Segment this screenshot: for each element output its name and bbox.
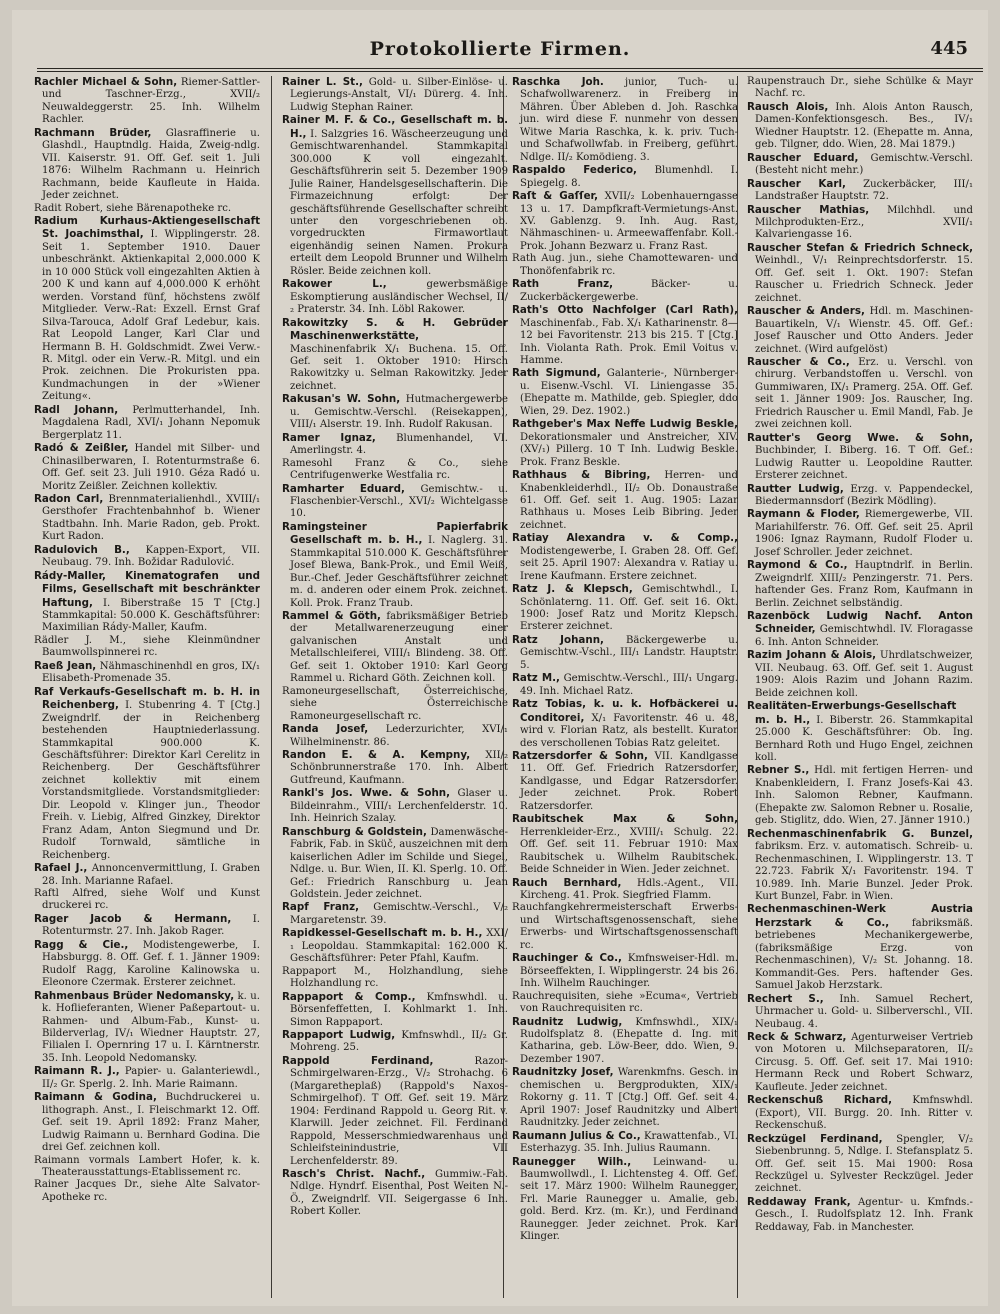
column-2	[282, 76, 508, 1298]
firm-details: Papier- u. Galanteriewdl., II/₂ Gr. Sperlg. 2. Inh. Marie Raimann.	[42, 1066, 260, 1090]
directory-entry	[34, 1179, 260, 1204]
directory-entry	[747, 204, 973, 242]
directory-entry	[282, 76, 508, 114]
directory-entry	[747, 508, 973, 559]
firm-details: Buchbinder, I. Biberg. 16. T Off. Gef.: Ludwig Rautter u. Leopoldine Rautter. Ersterer zeichnet.	[755, 445, 973, 482]
firm-name: Rauscher Stefan & Friedrich Schneck,	[747, 241, 973, 254]
directory-entry	[282, 723, 508, 749]
firm-details: I. Biberstr. 26. Stammkapital 25.000 K. Geschäftsführer: Ob. Ing. Bernhard Roth und Hugo Engel, zeichnen koll.	[755, 714, 973, 764]
firm-name: Reddaway Frank,	[747, 1195, 851, 1208]
firm-name: Radulovich B.,	[34, 543, 130, 556]
firm-name: Ratz Johann,	[512, 633, 604, 646]
directory-entry	[747, 903, 973, 992]
firm-details: I. Biberstraße 15 T [Ctg.] Stammkapital: 50.000 K. Geschäftsführer: Maximilian Rády-Maller, Kaufm.	[42, 597, 260, 634]
directory-entry	[747, 1133, 973, 1196]
firm-details: I. Stubenring 4. T [Ctg.] Zweigndrlf. der in Reichenberg bestehenden Hauptniederlassung. Stammkapital 900.000 K. Geschäftsführer: Direktor Karl Cerelitz in Reichenberg. Der Geschäftsführer zeichnet kollektiv mit einem Vorstandsmitgliede. Vorstandsmitglieder: Dir. Leopold v. Klinger jun., Theodor Freih. v. Liebig, Alfred Ginzkey, Direktor Franz Adam, Anton Siegmund und Dr. Rudolf Tornwald, sämtliche in Reichenberg.	[42, 700, 260, 861]
firm-details: fabriksm. Erz. v. automatisch. Schreib- u. Rechenmaschinen, I. Wipplingerstr. 13. T 22.723. Fabrik X/₁ Favoritenstr. 194. T 10.989. Inh. Marie Bunzel. Jeder Prok. Kurt Bunzel, Fabr. in Wien.	[755, 841, 973, 902]
firm-details: Handel mit Silber- und Chinasilberwaren, I. Rotenturmstraße 6. Off. Gef. seit 23. Juli 1910. Géza Radó u. Moritz Zeißler. Zeichnen kollektiv.	[42, 443, 260, 492]
firm-details: Gemischtwhdl. IV. Floragasse 6. Inh. Anton Schneider.	[755, 624, 973, 648]
directory-entry	[747, 764, 973, 827]
firm-details: Kmfnsweiser-Hdl. m. Börseeffekten, I. Wipplingerstr. 24 bis 26. Inh. Wilhelm Rauchinger.	[520, 953, 738, 990]
firm-name: Radon Carl,	[34, 492, 104, 505]
firm-name: Rauscher & Co.,	[747, 355, 850, 368]
directory-entry	[512, 877, 738, 903]
firm-details: Brennmaterialienhdl., XVIII/₁ Gersthofer Frachtenbahnhof b. Wiener Stadtbahn. Inh. Marie Radon, geb. Prokt. Kurt Radon.	[42, 493, 260, 543]
firm-details: Rath Aug. jun., siehe Chamottewaren- und Thonöfenfabrik rc.	[512, 253, 738, 277]
directory-entry	[34, 203, 260, 215]
firm-name: Radium Kurhaus-Aktiengesellschaft St. Joachimsthal,	[34, 214, 260, 241]
firm-name: Rebner S.,	[747, 764, 810, 777]
firm-name: Rapidkessel-Gesellschaft m. b. H.,	[282, 927, 483, 940]
directory-entry	[34, 215, 260, 404]
firm-details: gewerbsmäßige Eskomptierung ausländischer Wechsel, II/₂ Praterstr. 34. Inh. Löbl Rakower.	[290, 279, 508, 316]
firm-name: Rauscher & Anders,	[747, 305, 865, 318]
directory-entry	[34, 570, 260, 635]
firm-details: Gemischtw.-Verschl., V/₂ Margaretenstr. 39.	[290, 902, 508, 926]
directory-entry	[512, 1130, 738, 1156]
firm-details: Kmfnswhdl., XIX/₁ Rudolfsplatz 8. (Ehepatte d. Ing. mit Katharina, geb. Löw-Beer, ddo. Wien, 9. Dezember 1907.	[520, 1016, 738, 1065]
firm-name: Ramer Ignaz,	[282, 431, 376, 444]
directory-entry	[747, 178, 973, 204]
firm-name: Reck & Schwarz,	[747, 1030, 847, 1043]
directory-entry	[512, 190, 738, 253]
firm-details: Nähmaschinenhdl en gros, IX/₁ Elisabeth-Promenade 35.	[42, 660, 260, 685]
directory-entry	[512, 164, 738, 190]
firm-name: Randa Josef,	[282, 723, 369, 736]
book-page	[12, 10, 988, 1306]
firm-details: Warenkmfns. Gesch. in chemischen u. Bergprodukten, XIX/₁ Rokorny g. 11. T [Ctg.] Off. Gef. seit 4. April 1907: Josef Raudnitzky und Albert Raudnitzky. Jeder zeichnet.	[520, 1067, 738, 1129]
firm-name: Rády-Maller, Kinematografen und Films, Gesellschaft mit beschränkter Haftung,	[34, 569, 260, 609]
directory-entry	[282, 483, 508, 521]
firm-name: Rachler Michael & Sohn,	[34, 76, 178, 88]
firm-details: Gemischtw.- u. Flaschenbier-Verschl., XVI/₂ Wichtelgasse 10.	[290, 483, 508, 520]
directory-entry	[747, 305, 973, 356]
firm-name: Rathgeber's Max Neffe Ludwig Beskle,	[512, 418, 738, 431]
directory-entry	[282, 1055, 508, 1168]
firm-details: Lederzurichter, XVI/₁ Wilhelminenstr. 86.	[290, 724, 508, 748]
directory-entry	[34, 888, 260, 913]
firm-name: Randon E. & A. Kempny,	[282, 749, 471, 762]
header-rule-secondary	[37, 71, 983, 72]
directory-entry	[747, 700, 973, 764]
firm-name: Rakowitzky S. & H. Gebrüder Maschinenwerkstätte,	[282, 316, 508, 343]
directory-entry	[512, 1156, 738, 1244]
directory-entry	[282, 1168, 508, 1219]
firm-name: Rauch Bernhard,	[512, 876, 622, 889]
firm-details: Modistengewerbe, I. Habsburgg. 8. Off. Gef. f. 1. Jänner 1909: Rudolf Ragg, Karoline Kalinowska u. Eleonore Czermak. Ersterer zeichnet.	[42, 939, 260, 989]
firm-details: Hutmachergewerbe u. Gemischtw.-Verschl. (Reisekappen), VIII/₁ Alserstr. 19. Inh. Rudolf Rakusan.	[290, 394, 508, 431]
running-title: Protokollierte Firmen.	[369, 38, 631, 60]
directory-entry	[34, 404, 260, 442]
firm-details: Rauchrequisiten, siehe »Ecuma«, Vertrieb von Rauchrequisiten rc.	[512, 990, 738, 1015]
column-divider	[271, 76, 272, 1298]
firm-details: Radit Robert, siehe Bärenapotheke rc.	[34, 202, 232, 214]
firm-details: k. u. k. Hoflieferanten, Wiener Paßepartout- u. Rahmen- und Album-Fab., Kunst- u. Bilderverlag, IV/₁ Wiedner Hauptstr. 27, Filialen I. Opernring 17 u. I. Kärntnerstr. 35. Inh. Leopold Nedomansky.	[42, 990, 260, 1064]
firm-name: Rapf Franz,	[282, 901, 360, 914]
firm-name: Ratiay Alexandra v. & Comp.,	[512, 532, 738, 545]
firm-details: Herrenkleider-Erz., XVIII/₁ Schulg. 22. Off. Gef. seit 11. Februar 1910: Max Raubitschek u. Wilhelm Raubitschek. Beide Schneider in Wien. Jeder zeichnet.	[520, 826, 738, 876]
firm-name: Ranschburg & Goldstein,	[282, 825, 427, 838]
directory-entry	[34, 862, 260, 888]
firm-details: Rainer Jacques Dr., siehe Alte Salvator-Apotheke rc.	[34, 1179, 260, 1203]
firm-name: Radl Johann,	[34, 403, 119, 416]
firm-details: Glaser u. Bildeinrahm., VIII/₁ Lerchenfelderstr. 10. Inh. Heinrich Szalay.	[290, 788, 508, 825]
firm-name: Rammel & Göth,	[282, 610, 381, 623]
firm-details: Annoncenvermittlung, I. Graben 28. Inh. Marianne Rafael.	[42, 863, 260, 887]
directory-entry	[747, 828, 973, 904]
firm-details: fabriksmäßiger Betrieb der Metallwarenerzeugung einer galvanischen Anstalt und Metallschleiferei, VIII/₁ Blindeng. 38. Off. Gef. seit 1. Oktober 1910: Karl Georg Rammel u. Richard Göth. Zeichnen koll.	[290, 611, 508, 685]
firm-details: Kmfnswhdl., II/₂ Gr. Mohreng. 25.	[290, 1029, 508, 1054]
firm-details: Maschinenfab., Fab. X/₁ Katharinenstr. 8—12 bei Favoritenstr. 213 bis 215. T [Ctg.] Inh. Violanta Rath. Prok. Emil Voitus v. Hamme.	[520, 317, 738, 366]
firm-details: Rauchfangkehrermeisterschaft Erwerbs- und Wirtschaftsgenossenschaft, siehe Erwerbs- und Wirtschaftsgenossenschaft rc.	[512, 902, 738, 951]
firm-details: XVII/₂ Lobenhauerngasse 13 u. 17. Dampfkraft-Vermietungs-Anst. XV. Gablenzg. 9. Inh. Aug. Rast, Nähmaschinen- u. Armeewaffenfabr. Koll.-Prok. Johann Bezwarz u. Franz Rast.	[520, 191, 738, 252]
firm-name: Reckenschuß Richard,	[747, 1094, 893, 1107]
firm-name: Ratzersdorfer & Sohn,	[512, 750, 648, 763]
firm-name: Rankl's Jos. Wwe. & Sohn,	[282, 787, 451, 800]
directory-entry	[282, 458, 508, 483]
firm-details: XXI/₁ Leopoldau. Stammkapital: 162.000 K. Geschäftsführer: Peter Pfahl, Kaufm.	[290, 928, 508, 965]
directory-entry	[747, 1196, 973, 1234]
firm-details: Blumenhdl. I. Spiegelg. 8.	[520, 165, 738, 189]
directory-entry	[512, 1016, 738, 1067]
directory-entry	[282, 991, 508, 1029]
firm-name: Razenböck Ludwig Nachf. Anton Schneider,	[747, 610, 973, 636]
directory-entry	[34, 913, 260, 939]
directory-entry	[512, 952, 738, 990]
firm-details: Gold- u. Silber-Einlöse- u. Legierungs-Anstalt, VI/₁ Dürerg. 4. Inh. Ludwig Stephan Rainer.	[290, 77, 508, 113]
firm-details: Damenwäsche-Fabrik, Fab. in Sküč, auszeichnen mit dem kaiserlichen Adler im Schilde und Siegel, Ndlge. u. Bur. Wien, II. Kl. Sperlg. 10. Off. Gef.: Friedrich Ranschburg u. Jean Goldstein. Jeder zeichnet.	[290, 826, 508, 900]
firm-name: Rautter's Georg Wwe. & Sohn,	[747, 431, 973, 444]
firm-name: Rainer M. F. & Co., Gesellschaft m. b. H.,	[282, 114, 508, 140]
firm-details: I. Rotenturmstr. 27. Inh. Jakob Rager.	[42, 913, 260, 938]
firm-details: Weinhdl., V/₁ Reinprechtsdorferstr. 15. Off. Gef. seit 1. Okt. 1907: Stefan Rauscher u. Friedrich Schneck. Jeder zeichnet.	[755, 255, 973, 304]
directory-entry	[282, 393, 508, 431]
directory-entry	[282, 610, 508, 686]
directory-entry	[512, 583, 738, 634]
firm-details: Hauptndrlf. in Berlin. Zweigndrlf. XIII/₂ Penzingerstr. 71. Pers. haftender Ges. Franz Rom, Kaufmann in Berlin. Zeichnet selbständig.	[755, 560, 973, 609]
firm-details: Riemer-Sattler- und Taschner-Erzg., XVII/₂ Neuwaldeggerstr. 25. Inh. Wilhelm Rachler.	[42, 77, 260, 126]
firm-name: Rappaport & Comp.,	[282, 990, 416, 1003]
directory-entry	[282, 901, 508, 927]
firm-details: Glasraffinerie u. Glashdl., Hauptndlg. Haida, Zweig-ndlg. VII. Kaiserstr. 91. Off. Gef. seit 1. Juli 1876: Wilhelm Rachmann u. Heinrich Rachmann, beide Kaufleute in Haida. Jeder zeichnet.	[42, 127, 260, 202]
directory-entry	[34, 76, 260, 127]
directory-entry	[512, 1066, 738, 1129]
firm-details: Agenturweiser Vertrieb von Motoren u. Milchseparatoren, II/₂ Circusg. 5. Off. Gef. seit 17. Mai 1910: Hermann Reck und Robert Schwarz, Kaufleute. Jeder zeichnet.	[755, 1031, 973, 1093]
directory-entry	[747, 1094, 973, 1132]
firm-details: I. Salzgries 16. Wäscheerzeugung und Gemischtwarenhandel. Stammkapital 300.000 K voll eingezahlt. Geschäftsführerin seit 5. Dezember 1909 Julie Rainer, Handelsgesellschafterin. Die Firmazeichnung erfolgt: Der geschäftsführende Gesellschafter schreibt unter den vorgeschriebenen ob. vorgedruckten Firmawortlaut eigenhändig seinen Namen. Prokura erteilt dem Leopold Brunner und Wilhelm Rösler. Beide zeichnen koll.	[290, 128, 508, 277]
firm-name: Rahmenbaus Brüder Nedomansky,	[34, 989, 235, 1002]
firm-name: Rechenmaschinen-Werk Austria Herzstark & Co.,	[747, 903, 973, 929]
firm-details: VII. Kandlgasse 11. Off. Gef. Friedrich Ratzersdorfer, Kandlgasse, und Edgar Ratzersdorfer. Jeder zeichnet. Prok. Robert Ratzersdorfer.	[520, 751, 738, 812]
directory-entry	[282, 749, 508, 787]
firm-details: I. Naglerg. 31. Stammkapital 510.000 K. Geschäftsführer Josef Blewa, Bank-Prok., und Emil Weiß, Bur.-Chef. Jeder Geschäftsführer zeichnet m. d. anderen oder einem Prok. zeichnet. Koll. Prok. Franz Traub.	[290, 535, 508, 609]
directory-entry	[512, 672, 738, 698]
directory-entry	[512, 902, 738, 952]
directory-entry	[747, 1031, 973, 1094]
firm-details: Hdls.-Agent., VII. Kircheng. 41. Prok. Siegfried Flamm.	[520, 877, 738, 901]
directory-entry	[747, 356, 973, 432]
directory-entry	[512, 418, 738, 469]
directory-entry	[512, 253, 738, 278]
firm-name: Raſt & Gaſſer,	[512, 190, 599, 203]
page-number: 445	[930, 38, 968, 59]
directory-entry	[282, 432, 508, 458]
firm-details: Bäcker- u. Zuckerbäckergewerbe.	[520, 279, 738, 303]
directory-entry	[282, 966, 508, 991]
firm-name: Rautter Ludwig,	[747, 482, 844, 495]
firm-name: Reckzügel Ferdinand,	[747, 1132, 883, 1145]
firm-name: Rath Sigmund,	[512, 367, 601, 380]
firm-name: Rachmann Brüder,	[34, 126, 152, 139]
firm-name: Ratz J. & Klepsch,	[512, 583, 633, 596]
firm-name: Raf Verkaufs-Gesellschaft m. b. H. in Reichenberg,	[34, 685, 260, 712]
directory-entry	[34, 127, 260, 203]
firm-name: Raumann Julius & Co.,	[512, 1129, 641, 1142]
header-rule	[37, 68, 983, 69]
firm-name: Rauscher Karl,	[747, 177, 846, 190]
directory-entry	[34, 1065, 260, 1091]
firm-details: Raupenstrauch Dr., siehe Schülke & Mayr Nachf. rc.	[747, 76, 973, 100]
firm-details: Gummiw.-Fab. Ndlge. Hyndrf. Eisenthal, Post Weiten N.-Ö., Zweigndrlf. VII. Seigergasse 6 Inh. Robert Koller.	[290, 1168, 508, 1218]
column-4	[747, 76, 973, 1298]
directory-entry	[747, 101, 973, 152]
firm-name: Rakusan's W. Sohn,	[282, 393, 401, 406]
firm-details: Ramoneurgesellschaft, Österreichische, siehe Österreichische Ramoneurgesellschaft rc.	[282, 685, 508, 722]
firm-name: Rauscher Mathias,	[747, 203, 870, 216]
directory-entry	[512, 634, 738, 672]
firm-details: Dekorationsmaler und Anstreicher, XIV. (XV/₁) Pillerg. 10 T Inh. Ludwig Beskle. Prok. Franz Beskle.	[520, 431, 738, 468]
firm-name: Rathhaus & Bibring,	[512, 469, 651, 482]
firm-name: Rager Jacob & Hermann,	[34, 912, 232, 925]
directory-entry	[512, 304, 738, 367]
firm-name: Raimann R. J.,	[34, 1065, 120, 1078]
directory-entry	[747, 649, 973, 700]
column-3	[512, 76, 738, 1298]
firm-details: Uhrdlatschweizer, VII. Neubaug. 63. Off. Gef. seit 1. August 1909: Alois Razim und Johann Razim. Beide zeichnen koll.	[755, 650, 973, 699]
firm-details: I. Wipplingerstr. 28. Seit 1. September 1910. Dauer unbeschränkt. Aktienkapital 2,000.000 K in 10 000 Stück voll eingezahlten Aktien à 200 K und kann auf 4,000.000 K erhöht werden. Vorstand fünf, höchstens zwölf Mitglieder. Verw.-Rat: Exzell. Ernst Graf Silva-Tarouca, Adolf Graf Ledebur, kais. Rat Leopold Langer, Karl Clar und Hermann B. H. Goldschmidt. Zwei Verw.-R. Mitgl. oder ein Verw.-R. Mitgl. und ein Prok. zeichnen. Die Prokuristen ppa. Kundmachungen in der »Wiener Zeitung«.	[42, 229, 260, 403]
firm-name: Raeß Jean,	[34, 659, 97, 672]
firm-details: Kappen-Export, VII. Neubaug. 79. Inh. Božidar Radulović.	[42, 544, 260, 569]
firm-name: Rath Franz,	[512, 278, 614, 291]
firm-details: Modistengewerbe, I. Graben 28. Off. Gef. seit 25. April 1907: Alexandra v. Ratiay u. Irene Kaufmann. Erstere zeichnet.	[520, 545, 738, 582]
firm-name: Raimann & Godina,	[34, 1091, 157, 1104]
firm-name: Raunegger Wilh.,	[512, 1155, 632, 1168]
directory-entry	[747, 483, 973, 509]
firm-name: Rappold Ferdinand,	[282, 1054, 434, 1067]
directory-entry	[34, 990, 260, 1066]
directory-entry	[282, 826, 508, 902]
firm-name: Rakower L.,	[282, 278, 387, 291]
firm-details: Rädler J. M., siehe Kleinmündner Baumwollspinnerei rc.	[34, 634, 260, 659]
column-1	[34, 76, 260, 1298]
firm-details: Rappaport M., Holzhandlung, siehe Holzhandlung rc.	[282, 965, 508, 990]
firm-name: Raspaldo Federico,	[512, 164, 637, 177]
firm-details: Erzg. v. Pappendeckel, Biedermannsdorf (Bezirk Mödling).	[755, 483, 973, 507]
directory-entry	[34, 544, 260, 570]
directory-entry	[282, 317, 508, 394]
firm-details: Gemischtw.-Verschl. (Besteht nicht mehr.)	[755, 152, 973, 177]
firm-name: Raymond & Co.,	[747, 559, 848, 572]
directory-entry	[512, 76, 738, 164]
firm-details: Hdl. m. Maschinen-Bauartikeln, V/₁ Wienstr. 45. Off. Gef.: Josef Rauscher und Otto Anders. Jeder zeichnet. (Wird aufgelöst)	[755, 306, 973, 355]
firm-name: Razim Johann & Alois,	[747, 649, 877, 662]
firm-details: Erz. u. Verschl. von chirurg. Verbandstoffen u. Verschl. von Gummiwaren, IX/₁ Pramerg. 25A. Off. Gef. seit 1. Jänner 1909: Jos. Rauscher, Ing. Friedrich Rauscher u. Emil Mandl, Fab. Je zwei zeichnen koll.	[755, 356, 973, 431]
firm-name: Raudnitz Ludwig,	[512, 1015, 623, 1028]
directory-entry	[512, 991, 738, 1016]
firm-details: junior, Tuch- u. Schafwollwarenerz. in Freiberg in Mähren. Über Ableben d. Joh. Raschka jun. wird diese F. nunmehr von dessen Witwe Maria Raschka, k. k. priv. Tuch- und Schafwollwfab. in Freiberg, geführt. Ndlge. II/₂ Komödieng. 3.	[520, 77, 738, 163]
firm-details: XII/₂ Schönbrunnerstraße 170. Inh. Albert Gutfreund, Kaufmann.	[290, 750, 508, 786]
firm-name: Rappaport Ludwig,	[282, 1028, 396, 1041]
firm-details: Leinwand- u. Baumwollwdl., I. Lichtensteg 4. Off. Gef. seit 17. März 1900: Wilhelm Raunegger, Frl. Marie Raunegger u. Amalie, geb. gold. Berd. Krz. (m. Kr.), und Ferdinand Raunegger. Jeder zeichnet. Prok. Karl Klinger.	[520, 1156, 738, 1243]
directory-entry	[512, 750, 738, 813]
directory-entry	[282, 787, 508, 825]
firm-name: Rechenmaschinenfabrik G. Bunzel,	[747, 827, 973, 840]
directory-entry	[512, 698, 738, 750]
directory-entry	[282, 114, 508, 278]
firm-details: Razor-Schmirgelwaren-Erzg., V/₂ Strohachg. 6 (Margaretheplaß) (Rappold's Naxos-Schmirgelhof). T Off. Gef. seit 19. März 1904: Ferdinand Rappold u. Georg Rit. v. Klarwill. Jeder zeichnet. Fil. Ferdinand Rappold, Messerschmiedwarenhaus und Schleifsteinindustrie, VII Lerchenfelderstr. 89.	[290, 1055, 508, 1167]
firm-details: Buchdruckerei u. lithograph. Anst., I. Fleischmarkt 12. Off. Gef. seit 19. April 1892: Franz Maher, Ludwig Raimann u. Bernhard Godina. Die drei Gef. zeichnen koll.	[42, 1092, 260, 1154]
firm-name: Rafael J.,	[34, 862, 88, 875]
directory-entry	[34, 686, 260, 862]
firm-details: Ramesohl Franz & Co., siehe Centrifugenwerke Westfalia rc.	[282, 457, 508, 482]
directory-entry	[747, 432, 973, 483]
firm-details: Agentur- u. Kmfnds.-Gesch., I. Rudolfsplatz 12. Inh. Frank Reddaway, Fab. in Manchester.	[755, 1196, 973, 1233]
firm-details: Krawattenfab., VI. Esterhazyg. 35. Inh. Julius Raumann.	[520, 1130, 738, 1155]
firm-name: Raubitschek Max & Sohn,	[512, 813, 738, 826]
firm-details: Perlmutterhandel, Inh. Magdalena Radl, XVI/₁ Johann Nepomuk Bergerplatz 11.	[42, 404, 260, 441]
firm-name: Radó & Zeißler,	[34, 442, 129, 455]
firm-details: Raimann vormals Lambert Hofer, k. k. Theaterausstattungs-Etablissement rc.	[34, 1154, 260, 1178]
firm-name: Rainer L. St.,	[282, 76, 363, 88]
firm-name: Rasch's Christ. Nachf.,	[282, 1167, 426, 1180]
firm-details: Bäckergewerbe u. Gemischtw.-Vschl., III/₁ Landstr. Hauptstr. 5.	[520, 634, 738, 671]
directory-entry	[34, 660, 260, 686]
directory-entry	[747, 152, 973, 178]
directory-entry	[282, 278, 508, 316]
directory-entry	[512, 367, 738, 418]
firm-name: Ratz M.,	[512, 672, 560, 685]
directory-entry	[512, 532, 738, 583]
firm-name: Rath's Otto Nachfolger (Carl Rath),	[512, 304, 738, 317]
directory-entry	[512, 469, 738, 532]
firm-details: Kmfnswhdl. (Export), VII. Burgg. 20. Inh. Ritter v. Reckenschuß.	[755, 1095, 973, 1132]
directory-entry	[747, 993, 973, 1031]
firm-details: Milchhdl. und Milchprodukten-Erz., XVII/₁ Kalvariengasse 16.	[755, 204, 973, 241]
directory-entry	[512, 813, 738, 876]
firm-name: Ramharter Eduard,	[282, 482, 405, 495]
directory-entry	[34, 1091, 260, 1154]
page-header	[12, 38, 988, 68]
firm-name: Rechert S.,	[747, 992, 824, 1005]
firm-details: Herren- und Knabenkleiderhdl., II/₂ Ob. Donaustraße 61. Off. Gef. seit 1. Aug. 1905: Lazar Rathhaus u. Moses Leib Bibring. Jeder zeichnet.	[520, 470, 738, 531]
firm-details: X/₁ Favoritenstr. 46 u. 48, wird v. Florian Ratz, als bestellt. Kurator des verschollenen Tobias Ratz geleitet.	[520, 712, 738, 749]
directory-entry	[34, 493, 260, 544]
firm-name: Rauscher Eduard,	[747, 151, 859, 164]
firm-name: Realitäten-Erwerbungs-Gesellschaft m. b. H.,	[747, 700, 957, 726]
firm-details: Raftl Alfred, siehe Wolf und Kunst druckerei rc.	[34, 888, 260, 912]
firm-name: Ratz Tobias, k. u. k. Hofbäckerei u. Conditorei,	[512, 698, 738, 724]
firm-name: Raschka Joh.	[512, 76, 604, 88]
directory-entry	[282, 521, 508, 610]
directory-entry	[282, 686, 508, 723]
firm-details: fabriksmäß. betriebenes Mechanikergewerbe, (fabriksmäßige Erzg. von Rechenmaschinen), V/₂ St. Johanng. 18. Kommandit-Ges. Pers. haftender Ges. Samuel Jakob Herzstark.	[755, 917, 973, 992]
directory-entry	[282, 1029, 508, 1055]
firm-name: Raymann & Floder,	[747, 508, 860, 521]
firm-details: Spengler, V/₂ Siebenbrunng. 5, Ndlge. I. Stefansplatz 5. Off. Gef. seit 15. Mai 1900: Rosa Reckzügel u. Sylvester Reckzügel. Jeder zeichnet.	[755, 1133, 973, 1195]
directory-entry	[747, 559, 973, 610]
firm-name: Ramingsteiner Papierfabrik Gesellschaft m. b. H.,	[282, 520, 508, 547]
directory-entry	[34, 442, 260, 493]
firm-details: Maschinenfabrik X/₁ Buchena. 15. Off. Gef. seit 1. Oktober 1910: Hirsch Rakowitzky u. Selman Rakowitzky. Jeder zeichnet.	[290, 343, 508, 392]
firm-details: Inh. Samuel Rechert, Uhrmacher u. Gold- u. Silberverschl., VII. Neubaug. 4.	[755, 993, 973, 1030]
directory-entry	[282, 927, 508, 965]
directory-entry	[747, 610, 973, 649]
firm-details: Riemergewerbe, VII. Mariahilferstr. 76. Off. Gef. seit 25. April 1906: Ignaz Raymann, Rudolf Floder u. Josef Schroller. Jeder zeichnet.	[755, 509, 973, 558]
directory-entry	[34, 1155, 260, 1180]
firm-details: Blumenhandel, VI. Amerlingstr. 4.	[290, 432, 508, 457]
firm-details: Galanterie-, Nürnberger- u. Eisenw.-Vschl. VI. Liniengasse 35. (Ehepatte m. Mathilde, geb. Spiegler, ddo Wien, 29. Dez. 1902.)	[520, 368, 738, 417]
firm-details: Zuckerbäcker, III/₁ Landstraßer Hauptstr. 72.	[755, 178, 973, 203]
firm-details: Hdl. mit fertigen Herren- und Knabenkleidern, I. Franz Josefs-Kai 43. Inh. Salomon Rebner, Kaufmann. (Ehepakte zw. Salomon Rebner u. Rosalie, geb. Stiglitz, ddo. Wien, 27. Jänner 1910.)	[755, 765, 973, 827]
firm-name: Raudnitzky Josef,	[512, 1066, 614, 1079]
firm-name: Ragg & Cie.,	[34, 938, 129, 951]
firm-details: Inh. Alois Anton Rausch, Damen-Konfektionsgesch. Bes., IV/₁ Wiedner Hauptstr. 12. (Ehepatte m. Anna, geb. Tilgner, ddo. Wien, 28. Mai 1879.)	[755, 101, 973, 151]
firm-details: Gemischtw.-Verschl., III/₁ Ungarg. 49. Inh. Michael Ratz.	[520, 673, 738, 697]
firm-name: Rausch Alois,	[747, 100, 829, 113]
firm-name: Rauchinger & Co.,	[512, 952, 622, 965]
firm-details: Kmfnswhdl. u. Börsenfeffetten, I. Kohlmarkt 1. Inh. Simon Rappaport.	[290, 991, 508, 1028]
directory-entry	[747, 242, 973, 305]
directory-entry	[34, 939, 260, 990]
directory-entry	[512, 278, 738, 304]
firm-details: Gemischtwhdl., I. Schönlaterng. 11. Off. Gef. seit 16. Okt. 1900: Josef Ratz und Moritz Klepsch. Ersterer zeichnet.	[520, 584, 738, 633]
directory-entry	[747, 76, 973, 101]
directory-entry	[34, 635, 260, 660]
